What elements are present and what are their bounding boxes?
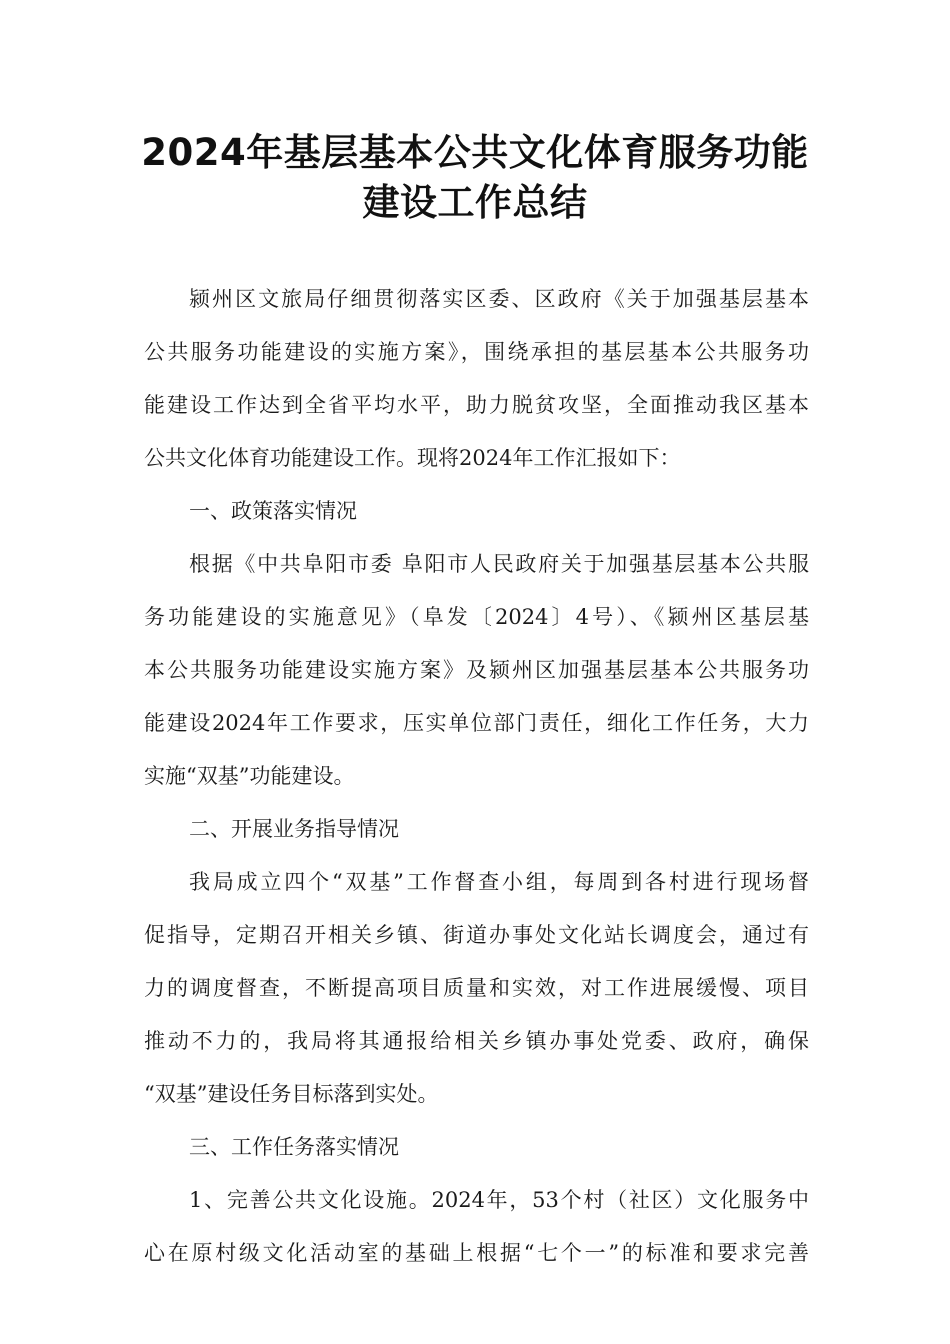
document-title-line-2: 建设工作总结	[362, 181, 588, 224]
paragraph-guidance-line-3: 力的调度督查，不断提高项目质量和实效，对工作进展缓慢、项目	[144, 976, 809, 1000]
paragraph-intro-line-4: 公共文化体育功能建设工作。现将2024年工作汇报如下：	[144, 446, 681, 470]
paragraph-policy-line-5: 实施“双基”功能建设。	[144, 764, 355, 788]
section-heading-1: 一、政策落实情况	[189, 499, 357, 523]
paragraph-policy-line-2: 务功能建设的实施意见》（阜发〔2024〕4号）、《颍州区基层基	[144, 605, 809, 629]
paragraph-tasks-line-1: 1、完善公共文化设施。2024年，53个村（社区）文化服务中	[189, 1188, 809, 1212]
section-heading-3: 三、工作任务落实情况	[189, 1135, 399, 1159]
paragraph-guidance-line-2: 促指导，定期召开相关乡镇、街道办事处文化站长调度会，通过有	[144, 923, 809, 947]
paragraph-guidance-line-5: “双基”建设任务目标落到实处。	[144, 1082, 439, 1106]
document-title-line-1: 2024年基层基本公共文化体育服务功能	[141, 131, 809, 174]
paragraph-intro-line-1: 颍州区文旅局仔细贯彻落实区委、区政府《关于加强基层基本	[189, 287, 809, 311]
paragraph-intro-line-2: 公共服务功能建设的实施方案》，围绕承担的基层基本公共服务功	[144, 340, 809, 364]
paragraph-guidance-line-4: 推动不力的，我局将其通报给相关乡镇办事处党委、政府，确保	[144, 1029, 809, 1053]
paragraph-policy-line-3: 本公共服务功能建设实施方案》及颍州区加强基层基本公共服务功	[144, 658, 809, 682]
paragraph-tasks-line-2: 心在原村级文化活动室的基础上根据“七个一”的标准和要求完善	[144, 1241, 809, 1265]
section-heading-2: 二、开展业务指导情况	[189, 817, 399, 841]
paragraph-policy-line-1: 根据《中共阜阳市委 阜阳市人民政府关于加强基层基本公共服	[189, 552, 809, 576]
paragraph-guidance-line-1: 我局成立四个“双基”工作督查小组，每周到各村进行现场督	[189, 870, 809, 894]
paragraph-policy-line-4: 能建设2024年工作要求，压实单位部门责任，细化工作任务，大力	[144, 711, 809, 735]
paragraph-intro-line-3: 能建设工作达到全省平均水平，助力脱贫攻坚，全面推动我区基本	[144, 393, 809, 417]
